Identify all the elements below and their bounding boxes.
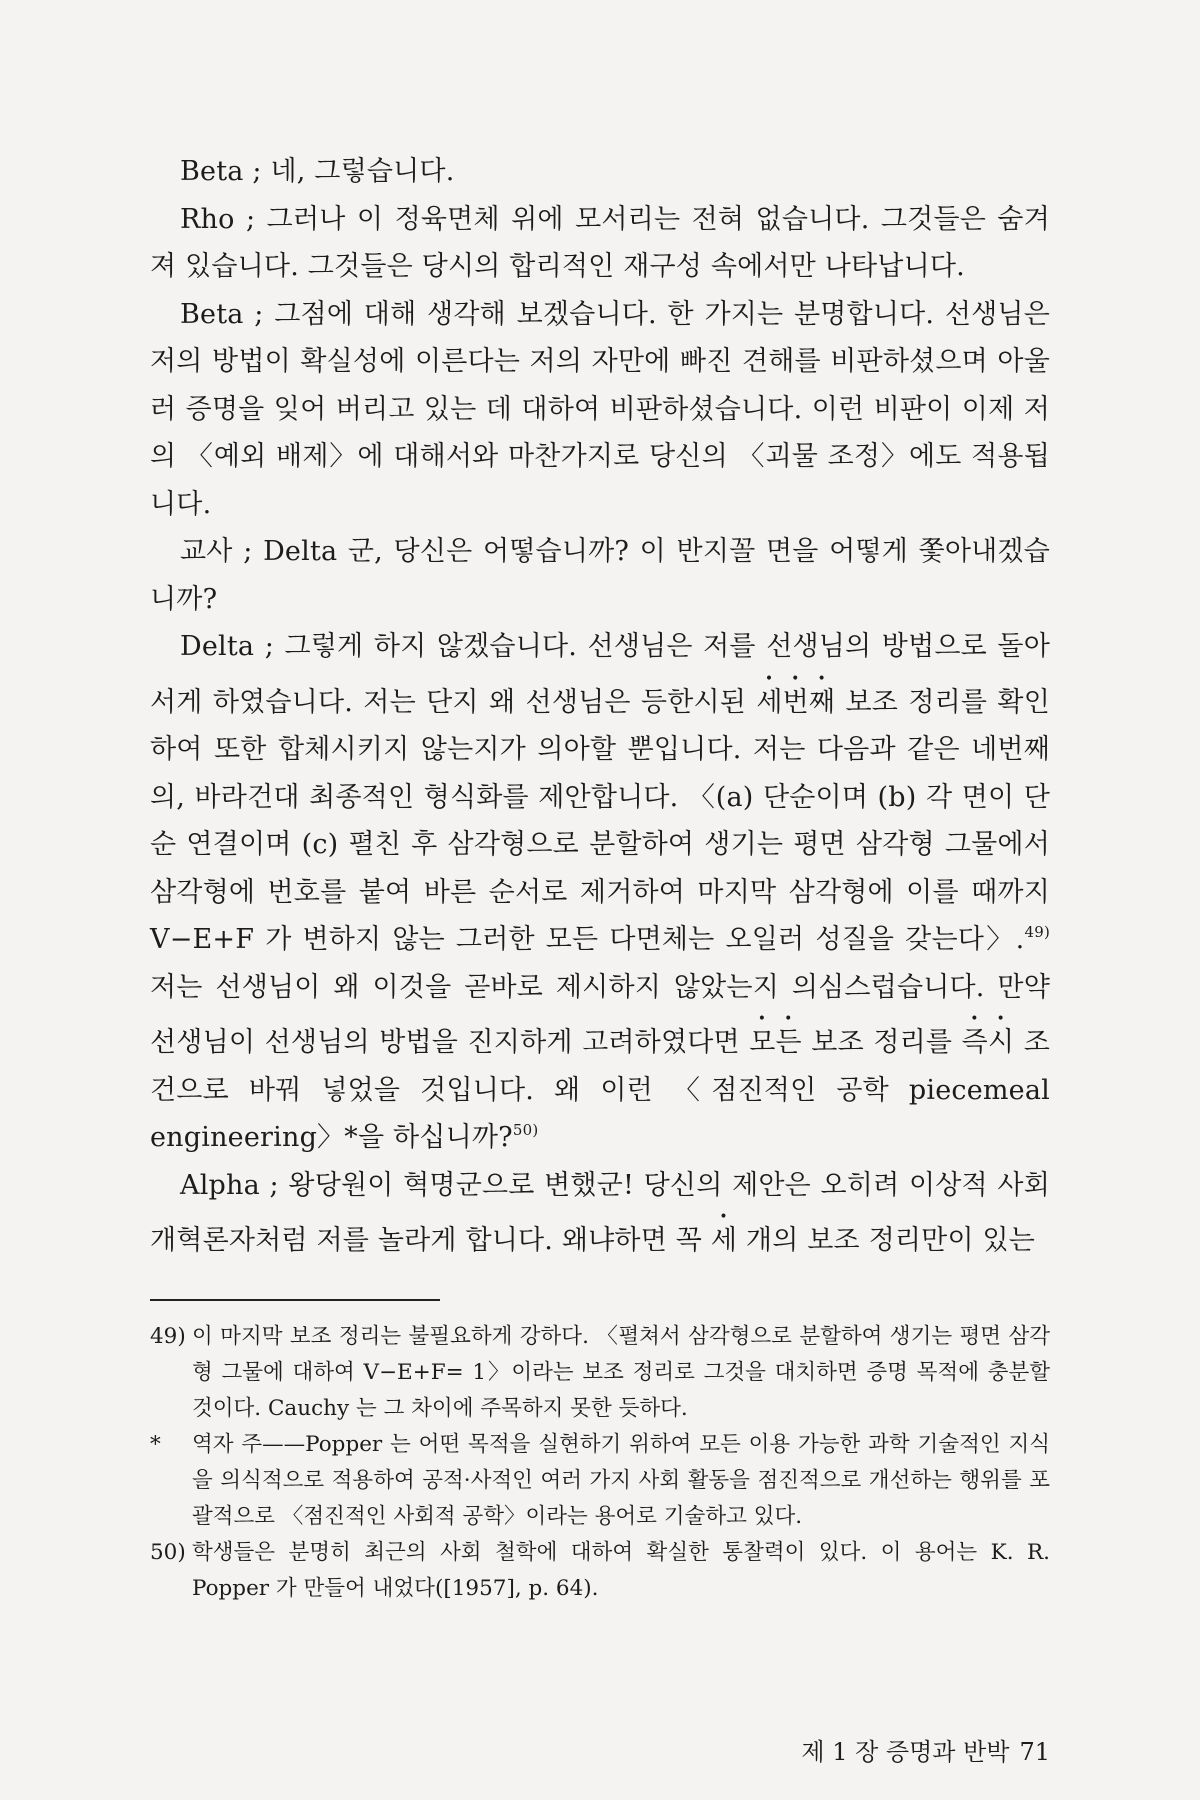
paragraph-delta	[150, 623, 1050, 1162]
footnote-mark: *	[150, 1431, 161, 1457]
emphasis-text: 즉시	[961, 1027, 1015, 1058]
body-text	[150, 148, 1050, 1265]
dialogue-text: ; Delta 군, 당신은 어떻습니까? 이 반지꼴 면을 어떻게 쫓아내겠습니까?	[150, 536, 1050, 615]
dialogue-text: ; 그러나 이 정육면체 위에 모서리는 전혀 없습니다. 그것들은 숨겨져 있습니다. 그것들은 당시의 합리적인 재구성 속에서만 나타납니다.	[150, 203, 1050, 282]
dialogue-text: 보조 정리를	[801, 1027, 962, 1058]
footnote-mark: 50)	[150, 1539, 186, 1565]
dialogue-text: ; 왕당원이 혁명군으로 변했군! 당신의 제안은 오히려 이상적 사회 개혁론자처럼 저를 놀라게 합니다. 왜냐하면 꼭	[150, 1169, 1050, 1256]
footnote-ref: 50)	[512, 1121, 539, 1139]
speaker-name: Beta	[180, 156, 244, 187]
dialogue-text: 보조 정리를 확인하여 또한 합체시키지 않는지가 의아할 뿐입니다. 저는 다음과 같은 네번째의, 바라건대 최종적인 형식화를 제안합니다. 〈(a) 단순이며 (b) 각 면이 단순 연결이며 (c) 펼친 후 삼각형으로 분할하여 생기는 평면 삼각형 그물에서 삼각형에 번호를 붙여 바른 순서로 제거하여 마지막 삼각형에 이를 때까지 V−E+F 가 변하지 않는 그러한 모든 다면체는 오일러 성질을 갖는다〉.	[150, 686, 1050, 955]
footnote-49	[150, 1319, 1050, 1427]
dialogue-text: ; 그점에 대해 생각해 보겠습니다. 한 가지는 분명합니다. 선생님은 저의 방법이 확실성에 이른다는 저의 자만에 빠진 견해를 비판하셨으며 아울러 증명을 잊어 버리고 있는 데 대하여 비판하셨습니다. 이런 비판이 이제 저의 〈예외 배제〉에 대해서와 마찬가지로 당신의 〈괴물 조정〉에도 적용됩니다.	[150, 298, 1050, 520]
footnote-text: 역자 주——Popper 는 어떤 목적을 실현하기 위하여 모든 이용 가능한 과학 기술적인 지식을 의식적으로 적용하여 공적·사적인 여러 가지 사회 활동을 점진적으로 개선하는 행위를 포괄적으로 〈점진적인 사회적 공학〉이라는 용어로 기술하고 있다.	[192, 1431, 1050, 1529]
speaker-name: Delta	[180, 631, 255, 662]
footnote-translator	[150, 1427, 1050, 1535]
speaker-name: Alpha	[180, 1169, 260, 1201]
paragraph-alpha	[150, 1162, 1050, 1265]
footnote-text: 학생들은 분명히 최근의 사회 철학에 대하여 확실한 통찰력이 있다. 이 용어는 K. R. Popper 가 만들어 내었다([1957], p. 64).	[192, 1539, 1050, 1601]
paragraph-rho	[150, 196, 1050, 291]
speaker-name: Rho	[180, 203, 235, 235]
page-number: 71	[1019, 1738, 1050, 1766]
footnote-text: 이 마지막 보조 정리는 불필요하게 강하다. 〈펼쳐서 삼각형으로 분할하여 생기는 평면 삼각형 그물에 대하여 V−E+F= 1〉이라는 보조 정리로 그것을 대치하면 증명 목적에 충분할 것이다. Cauchy 는 그 차이에 주목하지 못한 듯하다.	[192, 1323, 1050, 1421]
emphasis-text: 세	[710, 1225, 738, 1256]
paragraph-beta-1	[150, 148, 1050, 196]
paragraph-teacher	[150, 528, 1050, 623]
dialogue-text: ; 네, 그렇습니다.	[252, 156, 455, 187]
footnote-mark: 49)	[150, 1323, 186, 1349]
speaker-name: 교사	[180, 536, 233, 567]
footnote-divider	[150, 1299, 440, 1301]
dialogue-text: 개의 보조 정리만이 있는	[737, 1225, 1036, 1256]
running-footer	[150, 1732, 1050, 1767]
paragraph-beta-2	[150, 291, 1050, 529]
footnote-ref: 49)	[1024, 923, 1050, 941]
page-content	[150, 148, 1050, 1607]
chapter-title: 제 1 장 증명과 반박	[801, 1738, 1010, 1766]
emphasis-text: 세번째	[756, 686, 836, 718]
emphasis-text: 모든	[749, 1027, 802, 1058]
dialogue-text: 저는 선생님이 왜 이것을 곧바로 제시하지 않았는지 의심스럽습니다. 만약 선생님이 선생님의 방법을 진지하게 고려하였다면	[150, 971, 1050, 1058]
dialogue-text: ; 그렇게 하지 않겠습니다. 선생님은 저를 선생님의 방법으로 돌아서게 하였습니다. 저는 단지 왜 선생님은 등한시된	[150, 631, 1050, 718]
footnotes	[150, 1319, 1050, 1607]
dialogue-text: 조건으로 바꿔 넣었을 것입니다. 왜 이런 〈점진적인 공학 piecemeal engineering〉*을 하십니까?	[150, 1027, 1050, 1153]
speaker-name: Beta	[180, 298, 244, 330]
footnote-50	[150, 1535, 1050, 1607]
